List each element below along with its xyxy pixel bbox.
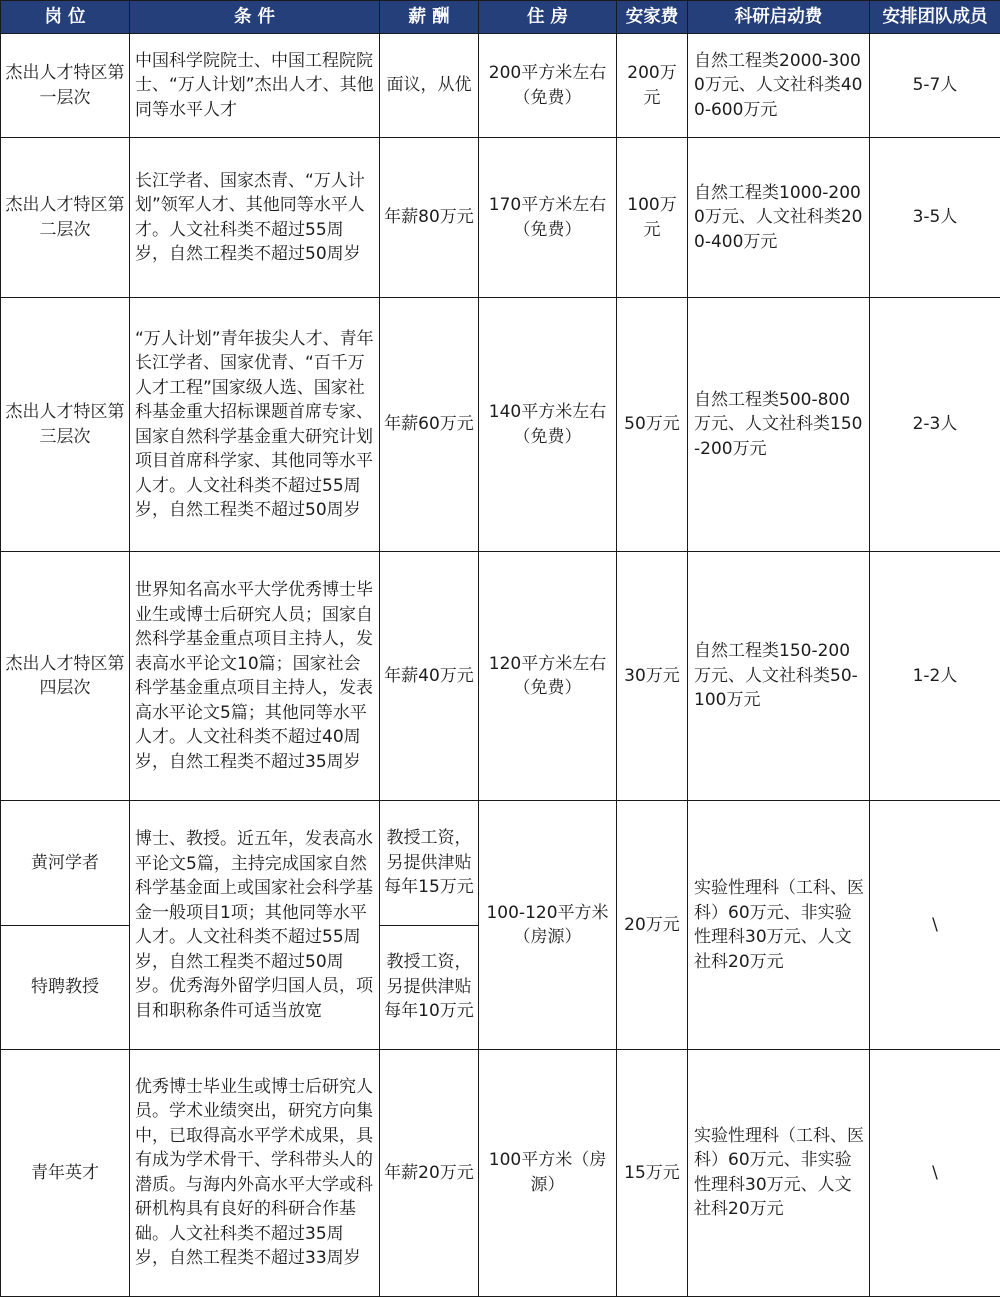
housing-cell: 170平方米左右（免费） bbox=[479, 138, 617, 298]
table-row bbox=[1, 1049, 1000, 1296]
housing-cell: 200平方米左右（免费） bbox=[479, 34, 617, 138]
team-cell: \ bbox=[870, 1049, 1000, 1296]
salary-cell: 年薪80万元 bbox=[380, 138, 479, 298]
post-cell: 杰出人才特区第四层次 bbox=[1, 552, 130, 801]
salary-cell: 年薪60万元 bbox=[380, 298, 479, 552]
salary-cell: 年薪20万元 bbox=[380, 1049, 479, 1296]
condition-cell: 长江学者、国家杰青、“万人计划”领军人才、其他同等水平人才。人文社科类不超过55周岁，自然工程类不超过50周岁 bbox=[130, 138, 380, 298]
condition-cell: 中国科学院院士、中国工程院院士、“万人计划”杰出人才、其他同等水平人才 bbox=[130, 34, 380, 138]
salary-cell: 面议，从优 bbox=[380, 34, 479, 138]
settling-cell: 200万元 bbox=[617, 34, 688, 138]
housing-cell: 100-120平方米（房源） bbox=[479, 801, 617, 1050]
post-cell: 杰出人才特区第二层次 bbox=[1, 138, 130, 298]
condition-cell: 优秀博士毕业生或博士后研究人员。学术业绩突出，研究方向集中，已取得高水平学术成果，具有成为学术骨干、学科带头人的潜质。与海内外高水平大学或科研机构具有良好的科研合作基础。人文社科类不超过35周岁，自然工程类不超过33周岁 bbox=[130, 1049, 380, 1296]
header-post: 岗 位 bbox=[1, 1, 130, 34]
funding-cell: 自然工程类500-800万元、人文社科类150-200万元 bbox=[688, 298, 870, 552]
salary-cell: 年薪40万元 bbox=[380, 552, 479, 801]
header-housing: 住 房 bbox=[479, 1, 617, 34]
header-funding: 科研启动费 bbox=[688, 1, 870, 34]
settling-cell: 100万元 bbox=[617, 138, 688, 298]
funding-cell: 自然工程类2000-3000万元、人文社科类400-600万元 bbox=[688, 34, 870, 138]
settling-cell: 30万元 bbox=[617, 552, 688, 801]
funding-cell: 自然工程类1000-2000万元、人文社科类200-400万元 bbox=[688, 138, 870, 298]
post-cell: 黄河学者 bbox=[1, 801, 130, 925]
funding-cell: 实验性理科（工科、医科）60万元、非实验性理科30万元、人文社科20万元 bbox=[688, 1049, 870, 1296]
settling-cell: 20万元 bbox=[617, 801, 688, 1050]
housing-cell: 120平方米左右（免费） bbox=[479, 552, 617, 801]
header-row bbox=[1, 1, 1000, 34]
team-cell: \ bbox=[870, 801, 1000, 1050]
condition-cell: 博士、教授。近五年，发表高水平论文5篇，主持完成国家自然科学基金面上或国家社会科学基金一般项目1项；其他同等水平人才。人文社科类不超过55周岁，自然工程类不超过50周岁。优秀海外留学归国人员，项目和职称条件可适当放宽 bbox=[130, 801, 380, 1050]
header-salary: 薪 酬 bbox=[380, 1, 479, 34]
post-cell: 特聘教授 bbox=[1, 925, 130, 1049]
settling-cell: 50万元 bbox=[617, 298, 688, 552]
table-row bbox=[1, 552, 1000, 801]
team-cell: 2-3人 bbox=[870, 298, 1000, 552]
table-row bbox=[1, 34, 1000, 138]
post-cell: 青年英才 bbox=[1, 1049, 130, 1296]
funding-cell: 实验性理科（工科、医科）60万元、非实验性理科30万元、人文社科20万元 bbox=[688, 801, 870, 1050]
team-cell: 3-5人 bbox=[870, 138, 1000, 298]
salary-cell: 教授工资，另提供津贴每年10万元 bbox=[380, 925, 479, 1049]
header-settling: 安家费 bbox=[617, 1, 688, 34]
header-team: 安排团队成员 bbox=[870, 1, 1000, 34]
post-cell: 杰出人才特区第三层次 bbox=[1, 298, 130, 552]
team-cell: 1-2人 bbox=[870, 552, 1000, 801]
post-cell: 杰出人才特区第一层次 bbox=[1, 34, 130, 138]
team-cell: 5-7人 bbox=[870, 34, 1000, 138]
housing-cell: 100平方米（房源） bbox=[479, 1049, 617, 1296]
funding-cell: 自然工程类150-200万元、人文社科类50-100万元 bbox=[688, 552, 870, 801]
table-row bbox=[1, 801, 1000, 925]
settling-cell: 15万元 bbox=[617, 1049, 688, 1296]
housing-cell: 140平方米左右（免费） bbox=[479, 298, 617, 552]
condition-cell: “万人计划”青年拔尖人才、青年长江学者、国家优青、“百千万人才工程”国家级人选、国家社科基金重大招标课题首席专家、国家自然科学基金重大研究计划项目首席科学家、其他同等水平人才。人文社科类不超过55周岁，自然工程类不超过50周岁 bbox=[130, 298, 380, 552]
table-row bbox=[1, 298, 1000, 552]
table-row bbox=[1, 138, 1000, 298]
condition-cell: 世界知名高水平大学优秀博士毕业生或博士后研究人员；国家自然科学基金重点项目主持人，发表高水平论文10篇；国家社会科学基金重点项目主持人，发表高水平论文5篇；其他同等水平人才。人文社科类不超过40周岁，自然工程类不超过35周岁 bbox=[130, 552, 380, 801]
salary-cell: 教授工资，另提供津贴每年15万元 bbox=[380, 801, 479, 925]
header-condition: 条 件 bbox=[130, 1, 380, 34]
